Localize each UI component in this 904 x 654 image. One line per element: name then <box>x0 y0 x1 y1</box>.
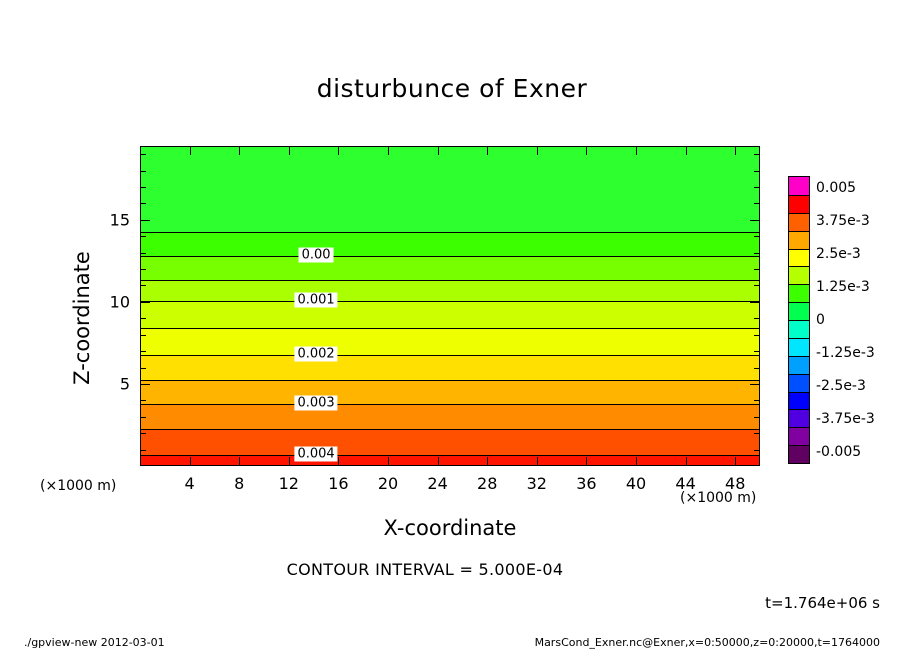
colorbar-segment <box>789 195 809 213</box>
colorbar-segment <box>789 409 809 427</box>
y-tick-right <box>750 384 760 385</box>
x-tick-top <box>190 146 191 155</box>
x-tick-bottom <box>537 457 538 466</box>
y-tick-right <box>754 154 760 155</box>
colorbar-divider <box>789 302 809 303</box>
colorbar-segment <box>789 302 809 320</box>
y-tick-left <box>140 253 146 254</box>
x-unit-right-label: (×1000 m) <box>680 490 757 506</box>
contour-line-minor <box>141 429 759 430</box>
x-axis-title: X-coordinate <box>383 516 517 540</box>
colorbar-divider <box>789 284 809 285</box>
x-tick-bottom <box>686 457 687 466</box>
y-tick-left <box>140 187 146 188</box>
x-tick-bottom <box>735 457 736 466</box>
colorbar-tick-label: -3.75e-3 <box>816 411 875 427</box>
contour-band <box>141 455 759 466</box>
x-tick-label: 48 <box>725 474 746 493</box>
x-tick-bottom <box>636 457 637 466</box>
colorbar-tick-label: 3.75e-3 <box>816 213 870 229</box>
contour-line-major <box>141 301 759 302</box>
x-tick-top <box>239 146 240 155</box>
colorbar-divider <box>789 231 809 232</box>
colorbar-tick-label: 0 <box>816 312 825 328</box>
x-tick-bottom <box>190 457 191 466</box>
contour-line-major <box>141 455 759 456</box>
x-tick-top <box>537 146 538 155</box>
colorbar-segment <box>789 445 809 463</box>
colorbar-divider <box>789 266 809 267</box>
contour-label: 0.001 <box>294 293 337 308</box>
y-tick-label: 15 <box>109 210 130 230</box>
contour-band <box>141 280 759 302</box>
contour-band <box>141 301 759 328</box>
x-tick-label: 40 <box>625 474 647 493</box>
colorbar-tick-label: 0.005 <box>816 180 857 196</box>
x-tick-top <box>636 146 637 155</box>
contour-line-major <box>141 256 759 257</box>
y-tick-left <box>140 384 150 385</box>
contour-band <box>141 355 759 381</box>
colorbar-divider <box>789 427 809 428</box>
footer-left-note: ./gpview-new 2012-03-01 <box>24 636 165 649</box>
y-tick-left <box>140 154 146 155</box>
contour-line-minor <box>141 380 759 381</box>
colorbar-divider <box>789 445 809 446</box>
contour-line-minor <box>141 328 759 329</box>
colorbar-segment <box>789 177 809 195</box>
y-tick-right <box>754 203 760 204</box>
footer-right-note: MarsCond_Exner.nc@Exner,x=0:50000,z=0:20000,t=1764000 <box>534 636 880 649</box>
y-tick-left <box>140 302 150 303</box>
y-tick-right <box>754 433 760 434</box>
colorbar-tick-label: -2.5e-3 <box>816 378 866 394</box>
contour-label: 0.002 <box>294 346 337 361</box>
colorbar-segment <box>789 231 809 249</box>
colorbar-divider <box>789 409 809 410</box>
y-tick-left <box>140 203 146 204</box>
colorbar-segment <box>789 249 809 267</box>
contour-band <box>141 380 759 404</box>
x-unit-left-label: (×1000 m) <box>40 478 117 494</box>
y-tick-left <box>140 269 146 270</box>
colorbar-divider <box>789 374 809 375</box>
colorbar-segment <box>789 320 809 338</box>
y-tick-label: 5 <box>119 374 130 394</box>
y-tick-right <box>754 285 760 286</box>
y-tick-left <box>140 335 146 336</box>
x-tick-label: 12 <box>278 474 299 493</box>
contour-fill <box>141 147 759 465</box>
colorbar-segment <box>789 356 809 374</box>
y-tick-right <box>750 220 760 221</box>
contour-label: 0.00 <box>299 248 334 263</box>
x-tick-bottom <box>438 457 439 466</box>
colorbar-tick-label: -0.005 <box>816 444 862 460</box>
colorbar-segment <box>789 374 809 392</box>
y-tick-left <box>140 450 146 451</box>
x-tick-bottom <box>487 457 488 466</box>
y-tick-right <box>754 351 760 352</box>
x-tick-label: 28 <box>477 474 498 493</box>
x-tick-label: 32 <box>526 474 547 493</box>
plot-area <box>140 146 760 466</box>
colorbar-tick-label: 1.25e-3 <box>816 279 870 295</box>
colorbar-segment <box>789 284 809 302</box>
x-tick-label: 44 <box>675 474 696 493</box>
y-tick-left <box>140 220 150 221</box>
colorbar-divider <box>789 392 809 393</box>
y-tick-right <box>754 400 760 401</box>
x-tick-bottom <box>239 457 240 466</box>
y-tick-right <box>754 450 760 451</box>
x-tick-top <box>487 146 488 155</box>
y-axis-title: Z-coordinate <box>70 251 94 385</box>
y-tick-right <box>750 302 760 303</box>
y-tick-left <box>140 433 146 434</box>
x-tick-top <box>686 146 687 155</box>
x-tick-label: 36 <box>576 474 597 493</box>
y-tick-right <box>754 269 760 270</box>
x-tick-label: 20 <box>377 474 399 493</box>
y-tick-right <box>754 236 760 237</box>
x-tick-top <box>388 146 389 155</box>
contour-label: 0.004 <box>294 446 337 461</box>
y-tick-label: 10 <box>109 292 130 312</box>
contour-band <box>141 232 759 256</box>
x-tick-label: 4 <box>184 474 195 493</box>
y-tick-right <box>754 368 760 369</box>
x-tick-top <box>735 146 736 155</box>
y-tick-left <box>140 351 146 352</box>
colorbar-divider <box>789 213 809 214</box>
colorbar-divider <box>789 195 809 196</box>
colorbar-segment <box>789 338 809 356</box>
colorbar-segment <box>789 427 809 445</box>
x-tick-top <box>438 146 439 155</box>
x-tick-bottom <box>586 457 587 466</box>
x-tick-bottom <box>338 457 339 466</box>
y-tick-left <box>140 400 146 401</box>
colorbar-divider <box>789 320 809 321</box>
colorbar-segment <box>789 266 809 284</box>
contour-band <box>141 147 759 233</box>
colorbar-segment <box>789 392 809 410</box>
contour-line-minor <box>141 280 759 281</box>
contour-band <box>141 404 759 430</box>
contour-label: 0.003 <box>294 395 337 410</box>
colorbar-tick-label: -1.25e-3 <box>816 345 875 361</box>
y-tick-left <box>140 285 146 286</box>
contour-line-major <box>141 404 759 405</box>
y-tick-left <box>140 171 146 172</box>
x-tick-top <box>586 146 587 155</box>
y-tick-left <box>140 368 146 369</box>
x-tick-label: 24 <box>427 474 448 493</box>
contour-line-major <box>141 355 759 356</box>
contour-band <box>141 429 759 455</box>
y-tick-right <box>754 171 760 172</box>
y-tick-left <box>140 318 146 319</box>
x-tick-bottom <box>388 457 389 466</box>
contour-band <box>141 328 759 356</box>
y-tick-left <box>140 236 146 237</box>
colorbar-segment <box>789 213 809 231</box>
x-tick-top <box>289 146 290 155</box>
contour-band <box>141 256 759 280</box>
y-tick-right <box>754 335 760 336</box>
x-tick-top <box>338 146 339 155</box>
contour-line-minor <box>141 232 759 233</box>
y-tick-right <box>754 318 760 319</box>
colorbar-divider <box>789 338 809 339</box>
time-stamp: t=1.764e+06 s <box>765 594 880 612</box>
x-tick-label: 16 <box>328 474 349 493</box>
y-tick-right <box>754 417 760 418</box>
y-tick-right <box>754 187 760 188</box>
colorbar-tick-label: 2.5e-3 <box>816 246 861 262</box>
page-title: disturbunce of Exner <box>316 74 588 103</box>
colorbar-divider <box>789 249 809 250</box>
x-tick-label: 8 <box>234 474 245 493</box>
x-tick-bottom <box>289 457 290 466</box>
y-tick-left <box>140 417 146 418</box>
colorbar <box>788 176 810 464</box>
colorbar-divider <box>789 356 809 357</box>
contour-interval-text: CONTOUR INTERVAL = 5.000E-04 <box>286 560 564 579</box>
y-tick-right <box>754 253 760 254</box>
